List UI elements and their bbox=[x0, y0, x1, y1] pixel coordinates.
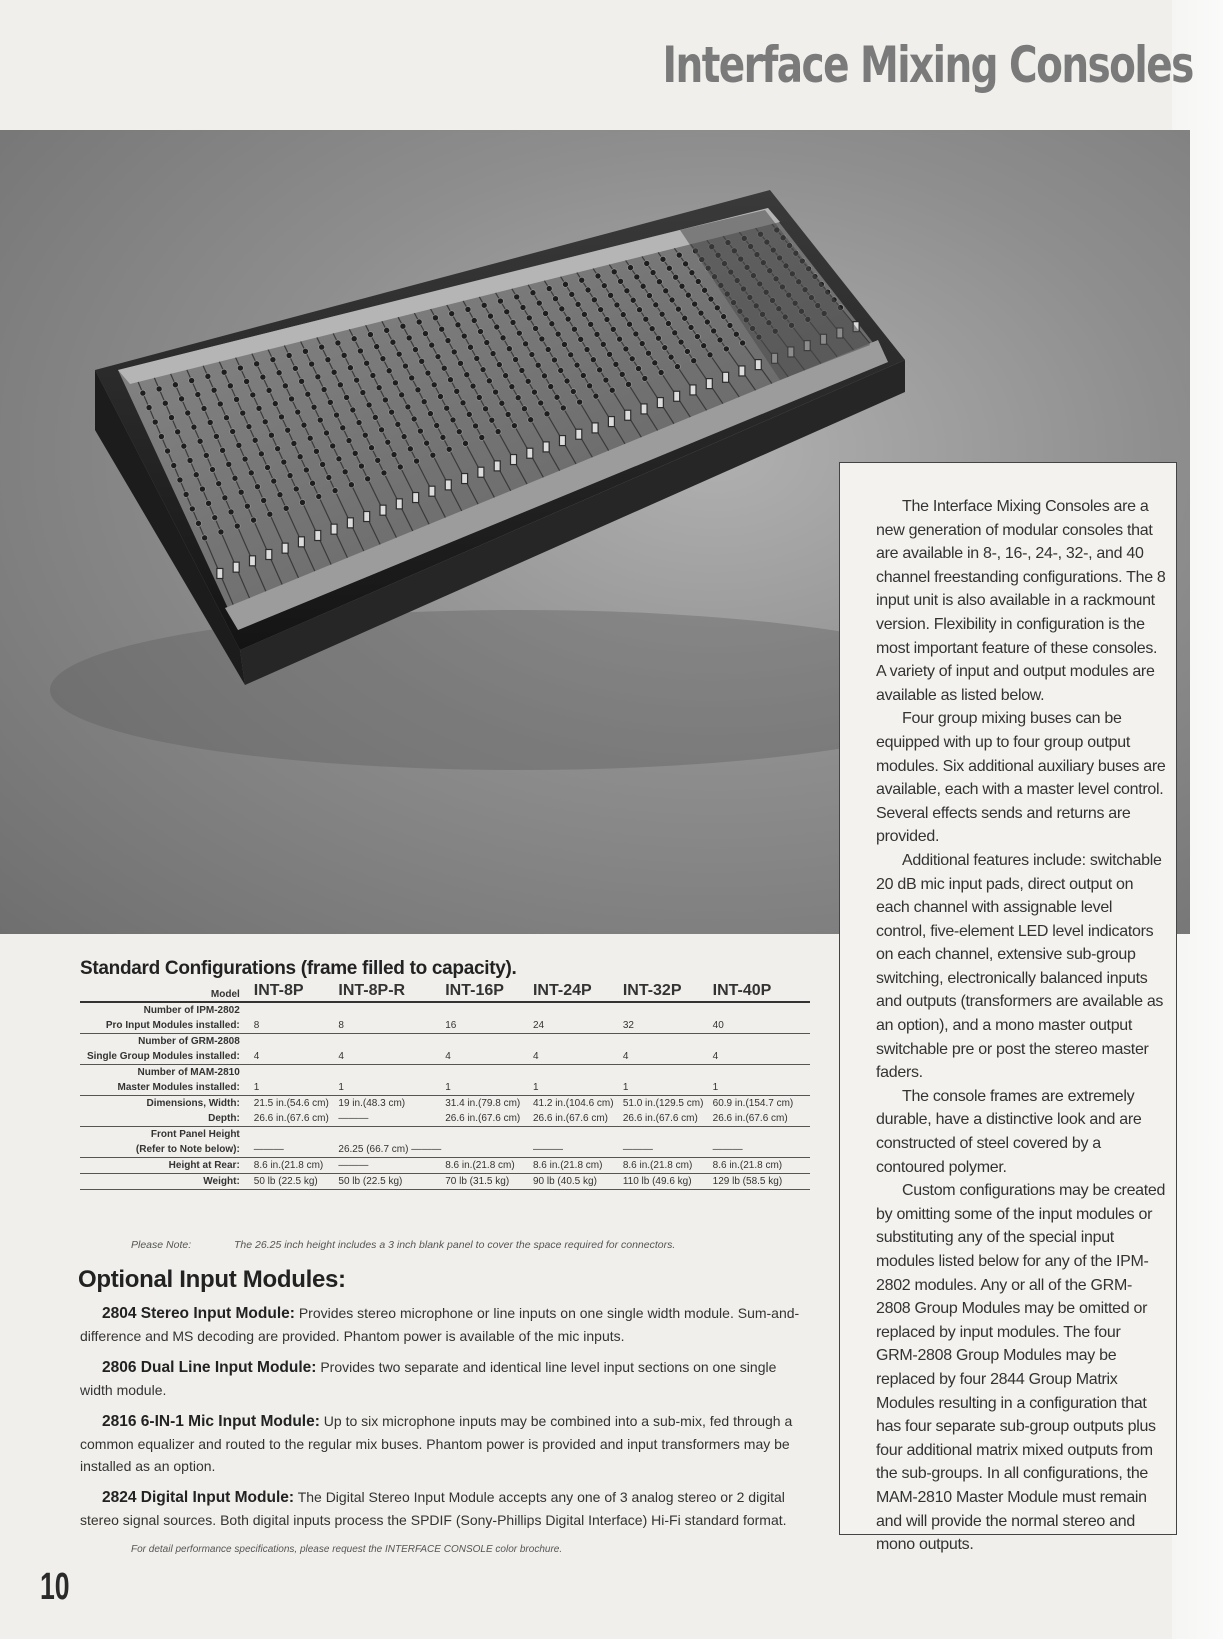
table-cell: 24 bbox=[533, 1018, 623, 1034]
table-cell: 1 bbox=[338, 1080, 445, 1096]
table-cell: 1 bbox=[713, 1080, 810, 1096]
module-name: 2824 Digital Input Module: bbox=[102, 1489, 295, 1506]
module-name: 2806 Dual Line Input Module: bbox=[102, 1359, 317, 1376]
table-cell: 40 bbox=[713, 1018, 810, 1034]
table-note bbox=[131, 1239, 676, 1251]
model-header: INT-8P bbox=[254, 982, 339, 1002]
table-cell: 8.6 in.(21.8 cm) bbox=[623, 1158, 713, 1174]
table-cell bbox=[445, 1142, 533, 1158]
table-cell: 51.0 in.(129.5 cm) bbox=[622, 1098, 704, 1109]
row-label: Depth: bbox=[80, 1111, 254, 1127]
description-paragraph: The console frames are extremely durable, have a distinctive look and are constructed of steel covered by a contoured polymer. bbox=[876, 1087, 1142, 1176]
module-name: 2816 6-IN-1 Mic Input Module: bbox=[102, 1413, 320, 1430]
table-cell: 110 lb (49.6 kg) bbox=[623, 1174, 713, 1190]
table-cell: 8.6 in.(21.8 cm) bbox=[533, 1158, 623, 1174]
page-number: 10 bbox=[40, 1566, 70, 1608]
table-cell: 1 bbox=[623, 1080, 713, 1096]
row-label: (Refer to Note below): bbox=[80, 1142, 254, 1158]
table-cell: ——— bbox=[623, 1142, 713, 1158]
module-text: Provides stereo microphone or line inputs on one single width module. Sum-and-difference and MS decoding are provided. Phantom power is available of the mic inputs. bbox=[80, 1305, 800, 1344]
row-label: Single Group Modules installed: bbox=[80, 1049, 254, 1065]
model-header: INT-16P bbox=[445, 982, 533, 1002]
table-cell: 1 bbox=[445, 1080, 533, 1096]
module-description bbox=[80, 1356, 810, 1401]
ghost-print-through bbox=[72, 40, 232, 100]
row-label: Weight: bbox=[80, 1174, 254, 1190]
row-label: Front Panel Height bbox=[150, 1129, 240, 1140]
table-cell: 4 bbox=[445, 1049, 533, 1065]
row-label: Number of MAM-2810 bbox=[137, 1067, 240, 1078]
description-paragraph: Additional features include: switchable 20 dB mic input pads, direct output on each channel with assignable level control, five-element LED level indicators on each channel, extensive sub-group switching, electronically balanced inputs and outputs (transformers are available as an option), and a mono master output switchable pre or post the stereo master faders. bbox=[876, 851, 1164, 1082]
table-cell: 70 lb (31.5 kg) bbox=[445, 1174, 533, 1190]
table-cell: 4 bbox=[533, 1049, 623, 1065]
table-cell: 1 bbox=[533, 1080, 623, 1096]
table-cell: 41.2 in.(104.6 cm) bbox=[532, 1098, 614, 1109]
model-label: Model bbox=[80, 982, 254, 1002]
table-cell: 26.6 in.(67.6 cm) bbox=[713, 1111, 810, 1127]
table-cell: 90 lb (40.5 kg) bbox=[533, 1174, 623, 1190]
table-cell: 1 bbox=[254, 1080, 339, 1096]
row-label: Master Modules installed: bbox=[80, 1080, 254, 1096]
table-cell: 31.4 in.(79.8 cm) bbox=[445, 1098, 521, 1109]
table-cell: ——— bbox=[338, 1158, 445, 1174]
configurations-table bbox=[80, 982, 810, 1190]
module-description bbox=[80, 1486, 810, 1531]
table-cell: 32 bbox=[623, 1018, 713, 1034]
table-cell: 8.6 in.(21.8 cm) bbox=[445, 1158, 533, 1174]
table-cell: 19 in.(48.3 cm) bbox=[338, 1098, 406, 1109]
table-cell: ——— bbox=[713, 1142, 810, 1158]
table-cell: 16 bbox=[445, 1018, 533, 1034]
table-cell: 50 lb (22.5 kg) bbox=[338, 1174, 445, 1190]
table-cell: ——— bbox=[338, 1111, 445, 1127]
row-label: Number of IPM-2802 bbox=[143, 1005, 240, 1016]
model-header: INT-32P bbox=[623, 982, 713, 1002]
module-description bbox=[80, 1410, 810, 1477]
table-cell: 4 bbox=[713, 1049, 810, 1065]
module-text: Provides two separate and identical line level input sections on one single width module. bbox=[80, 1359, 777, 1398]
description-box bbox=[839, 462, 1177, 1554]
row-label: Number of GRM-2808 bbox=[138, 1036, 240, 1047]
description-paragraph: The Interface Mixing Consoles are a new generation of modular consoles that are available in 8-, 16-, 24-, 32-, and 40 channel freestanding configurations. The 8 input unit is also available in a rackmount version. Flexibility in configuration is the most important feature of these consoles. A variety of input and output modules are available as listed below. bbox=[876, 498, 1166, 704]
row-label: Pro Input Modules installed: bbox=[80, 1018, 254, 1034]
table-cell: 4 bbox=[623, 1049, 713, 1065]
module-description bbox=[80, 1302, 810, 1347]
table-cell: 26.6 in.(67.6 cm) bbox=[445, 1111, 533, 1127]
row-label: Dimensions, Width: bbox=[146, 1098, 240, 1109]
table-title: Standard Configurations (frame filled to capacity). bbox=[80, 958, 517, 979]
table-cell: 50 lb (22.5 kg) bbox=[254, 1174, 339, 1190]
table-cell: 8.6 in.(21.8 cm) bbox=[713, 1158, 810, 1174]
table-cell: 26.6 in.(67.6 cm) bbox=[533, 1111, 623, 1127]
table-cell: 8 bbox=[338, 1018, 445, 1034]
table-cell: 26.6 in.(67.6 cm) bbox=[623, 1111, 713, 1127]
table-cell: 60.9 in.(154.7 cm) bbox=[712, 1098, 794, 1109]
table-cell: 26.25 (66.7 cm) ——— bbox=[338, 1142, 445, 1158]
table-cell: 129 lb (58.5 kg) bbox=[713, 1174, 810, 1190]
description-paragraph: Four group mixing buses can be equipped with up to four group output modules. Six additional auxiliary buses are available, each with a master level control. Several effects sends and returns are provided. bbox=[876, 710, 1166, 846]
module-name: 2804 Stereo Input Module: bbox=[102, 1305, 295, 1322]
table-cell: 21.5 in.(54.6 cm) bbox=[253, 1098, 329, 1109]
table-cell: 26.6 in.(67.6 cm) bbox=[254, 1111, 339, 1127]
table-cell: 8.6 in.(21.8 cm) bbox=[254, 1158, 339, 1174]
table-cell: ——— bbox=[254, 1142, 339, 1158]
table-cell: 4 bbox=[338, 1049, 445, 1065]
page-title: Interface Mixing Consoles bbox=[662, 36, 1193, 94]
table-cell: ——— bbox=[533, 1142, 623, 1158]
model-header: INT-24P bbox=[533, 982, 623, 1002]
note-label: Please Note: bbox=[131, 1239, 192, 1251]
model-header: INT-40P bbox=[713, 982, 810, 1002]
footnote: For detail performance specifications, please request the INTERFACE CONSOLE color brochure. bbox=[131, 1544, 563, 1555]
module-text: Up to six microphone inputs may be combined into a sub-mix, fed through a common equalizer and routed to the regular mix buses. Phantom power is provided and input transformers may be installed as an option. bbox=[80, 1413, 793, 1474]
optional-modules-title: Optional Input Modules: bbox=[78, 1266, 346, 1293]
model-header: INT-8P-R bbox=[338, 982, 445, 1002]
row-label: Height at Rear: bbox=[80, 1158, 254, 1174]
note-text: The 26.25 inch height includes a 3 inch blank panel to cover the space required for connectors. bbox=[234, 1239, 676, 1251]
module-text: The Digital Stereo Input Module accepts any one of 3 analog stereo or 2 digital stereo signal sources. Both digital inputs process the SPDIF (Sony-Phillips Digital Interface) Hi-Fi standard format. bbox=[80, 1489, 787, 1528]
table-cell: 4 bbox=[254, 1049, 339, 1065]
table-cell: 8 bbox=[254, 1018, 339, 1034]
description-paragraph: Custom configurations may be created by omitting some of the input modules or substituting any of the special input modules listed below for any of the IPM-2802 modules. Any or all of the GRM-2808 Group Modules may be omitted or replaced by input modules. The four GRM-2808 Group Modules may be replaced by four 2844 Group Matrix Modules resulting in a configuration that has four separate sub-group outputs plus four additional matrix mixed outputs from the sub-groups. In all configurations, the MAM-2810 Master Module must remain and will provide the normal stereo and mono outputs. bbox=[876, 1182, 1166, 1554]
